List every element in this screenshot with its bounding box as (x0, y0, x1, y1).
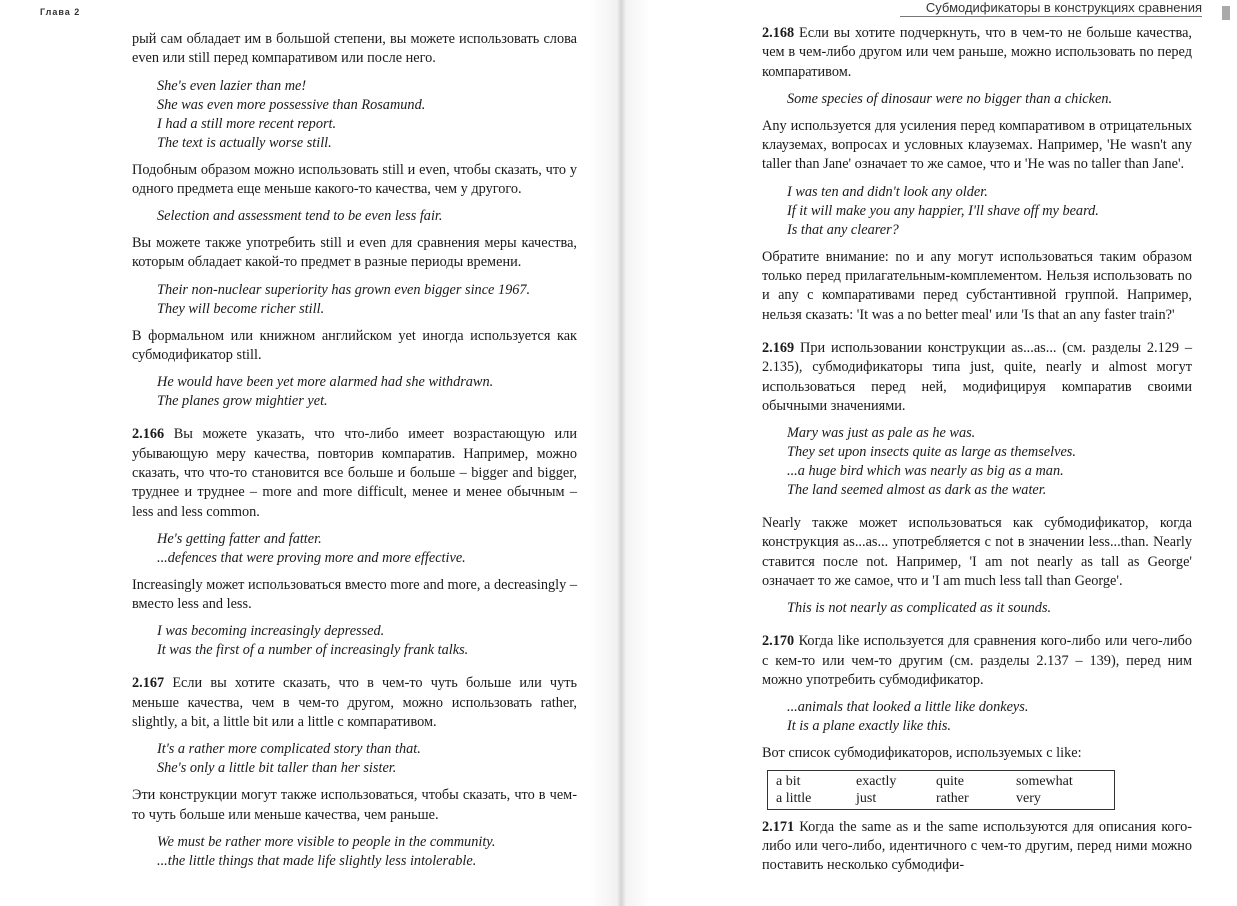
paragraph: Any используется для усиления перед компаративом в отрицательных клауземах, вопросах и условных клауземах. Например, 'He wasn't any taller than Jane' означает то же самое, что и 'He was no taller than Jane'. (762, 117, 1192, 173)
section-text: Если вы хотите сказать, что в чем-то чуть больше или чуть меньше качества, чем в чем-то другом, можно использовать rather, slightly, a bit, a little bit или a little с компаративом. (132, 675, 578, 731)
page-corner-mark (1222, 6, 1230, 20)
example-line: I had a still more recent report. (157, 115, 337, 132)
submodifier-item: a bit (776, 773, 801, 789)
paragraph: Вы можете также употребить still и even для сравнения меры качества, которым обладает какой-то предмет в разные периоды времени. (132, 235, 577, 271)
paragraph: Эти конструкции могут также использоваться, чтобы сказать, что в чем-то чуть больше или меньше качества, чем раньше. (132, 787, 577, 823)
example-line: The land seemed almost as dark as the water. (787, 482, 1047, 499)
section-2-169 (762, 339, 1192, 416)
paragraph: В формальном или книжном английском yet иногда используется как субмодификатор still. (132, 327, 577, 364)
example-line: He's getting fatter and fatter. (157, 530, 322, 547)
right-page (762, 24, 1192, 875)
submodifier-item: a little (776, 790, 812, 806)
example-line: She's even lazier than me! (157, 77, 307, 94)
example-line: Mary was just as pale as he was. (787, 425, 976, 442)
example-line: ...the little things that made life slightly less intolerable. (157, 852, 477, 869)
paragraph: Nearly также может использоваться как субмодификатор, когда конструкция as...as... употребляется с not в значении less...than. Nearly ставится после not. Например, 'I am not nearly as tall as George' означает то же самое, что и 'I am much less tall than George'. (762, 515, 1192, 590)
example-line: Is that any clearer? (787, 221, 899, 238)
paragraph: рый сам обладает им в большой степени, вы можете использовать слова even или still перед компаративом или после него. (132, 31, 577, 67)
paragraph: Подобным образом можно использовать still и even, чтобы сказать, что у одного предмета еще меньше какого-то качества, чем у другого. (132, 161, 577, 197)
example-line: They set upon insects quite as large as themselves. (787, 444, 1076, 461)
example-block (132, 77, 577, 153)
submodifier-item: just (856, 790, 877, 806)
left-page (132, 30, 577, 871)
example-line: If it will make you any happier, I'll shave off my beard. (787, 202, 1099, 219)
example-line: ...animals that looked a little like donkeys. (787, 699, 1029, 716)
example-line: Selection and assessment tend to be even less fair. (157, 208, 443, 225)
page-gutter (590, 0, 650, 906)
paragraph: Increasingly может использоваться вместо more and more, а decreasingly – вместо less and less. (132, 576, 577, 613)
submodifier-item: somewhat (1016, 773, 1073, 789)
section-text: Когда the same as и the same используются для описания кого-либо или чего-либо, идентичного с чем-то другим, перед ними можно поставить несколько субмодифи- (762, 818, 1192, 874)
section-number: 2.171 (762, 818, 795, 835)
example-line: This is not nearly as complicated as it sounds. (787, 600, 1052, 617)
example-line: The planes grow mightier yet. (157, 393, 328, 410)
submodifier-item: exactly (856, 773, 897, 789)
submodifier-item: very (1016, 790, 1041, 806)
section-number: 2.168 (762, 25, 795, 41)
section-2-166 (132, 425, 577, 521)
example-line: Some species of dinosaur were no bigger than a chicken. (787, 90, 1113, 107)
running-head-right: Субмодификаторы в конструкциях сравнения (900, 0, 1202, 17)
paragraph: Обратите внимание: no и any могут использоваться таким образом только перед прилагательным-комплементом. Нельзя использовать no и any с компаративами перед субстантивной группой. Например, нельзя сказать: 'It was a no better meal' или 'Is that an any faster train?' (762, 248, 1192, 323)
section-text: Когда like используется для сравнения кого-либо или чего-либо с кем-то или чем-то другим (см. разделы 2.137 – 139), перед ним можно употребить субмодификатор. (762, 633, 1192, 688)
running-head-left: Глава 2 (40, 7, 81, 17)
section-2-168 (762, 24, 1192, 82)
example-line: It was the first of a number of increasingly frank talks. (157, 642, 469, 659)
submodifier-table (767, 770, 1115, 810)
section-number: 2.170 (762, 633, 795, 650)
section-number: 2.166 (132, 426, 165, 443)
section-number: 2.167 (132, 675, 165, 692)
example-line: ...a huge bird which was nearly as big as a man. (787, 463, 1064, 480)
section-2-167 (132, 674, 577, 732)
example-line: I was ten and didn't look any older. (787, 183, 988, 200)
example-line: ...defences that were proving more and more effective. (157, 549, 466, 566)
section-text: При использовании конструкции as...as... (см. разделы 2.129 – 2.135), субмодификаторы типа just, quite, nearly и almost могут использоваться перед ней, модифицируя компаратив своими обычными значениями. (762, 339, 1193, 414)
submodifier-item: quite (936, 773, 964, 789)
section-number: 2.169 (762, 339, 795, 356)
example-line: The text is actually worse still. (157, 134, 332, 151)
example-line: They will become richer still. (157, 300, 325, 317)
section-2-170 (762, 632, 1192, 690)
section-2-171 (762, 818, 1192, 876)
example-line: It is a plane exactly like this. (787, 718, 951, 735)
section-text: Если вы хотите подчеркнуть, что в чем-то не больше качества, чем в чем-либо другом или чем раньше, можно использовать no перед компаративом. (762, 25, 1192, 80)
example-line: We must be rather more visible to people in the community. (157, 833, 496, 850)
example-line: Their non-nuclear superiority has grown even bigger since 1967. (157, 281, 531, 298)
example-line: She was even more possessive than Rosamund. (157, 96, 426, 113)
paragraph: Вот список субмодификаторов, используемых с like: (762, 745, 1082, 762)
example-line: I was becoming increasingly depressed. (157, 623, 385, 640)
submodifier-item: rather (936, 790, 969, 806)
example-line: He would have been yet more alarmed had she withdrawn. (157, 374, 494, 391)
section-text: Вы можете указать, что что-либо имеет возрастающую или убывающую меру качества, повторив компаратив. Например, можно сказать, что что-то становится все больше и больше – bigger and bigger, труднее и труднее – more and more difficult, менее и менее обычным – less and less common. (132, 426, 577, 520)
example-line: It's a rather more complicated story than that. (157, 741, 421, 758)
example-line: She's only a little bit taller than her sister. (157, 760, 397, 777)
